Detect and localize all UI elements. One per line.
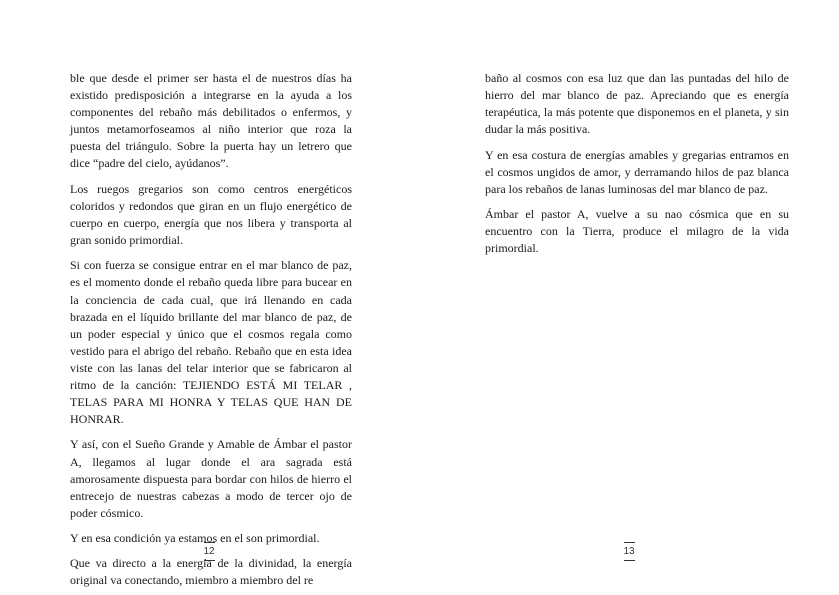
paragraph: Y en esa costura de energías amables y gregarias entramos en el cosmos ungidos de amor, y derramando hilos de paz blanca para los rebaños de lanas luminosas del mar blanco de paz. [485, 147, 789, 196]
page-number-label: 13 [623, 546, 635, 557]
paragraph: Y así, con el Sueño Grande y Amable de Ámbar el pastor A, llegamos al lugar donde el ara sagrada está amorosamente dispuesta para bordar con hilos de hierro el entrecejo de nuestras cabezas a modo de tercer ojo de poder cósmico. [70, 437, 352, 520]
paragraph: ble que desde el primer ser hasta el de nuestros días ha existido predisposición a integrarse en la ayuda a los componentes del rebaño más debilitados o enfermos, y juntos metamorfoseamos al niño interior que roza la puesta del triángulo. Sobre la puerta hay un letrero que dice “padre del cielo, ayúdanos”. [70, 71, 352, 171]
paragraph: Ámbar el pastor A, vuelve a su nao cósmica que en su encuentro con la Tierra, produce el milagro de la vida primordial. [485, 207, 789, 256]
paragraph: Y en esa condición ya estamos en el son primordial. [70, 531, 320, 546]
right-page-text [485, 70, 789, 257]
folio-rule [204, 542, 215, 543]
page-number [189, 542, 229, 561]
right-page [420, 0, 839, 595]
paragraph: Los ruegos gregarios son como centros energéticos coloridos y redondos que giran en un flujo energético de cuerpo en cuerpo, energía que nos libera y transporta al gran sonido primordial. [70, 181, 352, 248]
folio-rule [624, 542, 635, 543]
paragraph: Si con fuerza se consigue entrar en el mar blanco de paz, es el momento donde el rebaño queda libre para bucear en la conciencia de cada cual, que irá llenando en cada brazada en el líquido brillante del mar blanco de paz, de un poder especial y único que el cosmos regala como vestido para el abrigo del rebaño. Rebaño que en esta idea viste con las lanas del telar interior que se fabricaron al ritmo de la canción: TEJIENDO ESTÁ MI TELAR , TELAS PARA MI HONRA Y TELAS QUE HAN DE HONRAR. [70, 258, 352, 427]
folio-rule [624, 560, 635, 561]
left-page-text [70, 70, 352, 590]
page-number [609, 542, 649, 561]
paragraph: Que va directo a la energía de la divinidad, la energía original va conectando, miembro a miembro del re [70, 556, 352, 588]
folio-rule [204, 560, 215, 561]
page-number-label: 12 [203, 546, 215, 557]
paragraph: baño al cosmos con esa luz que dan las puntadas del hilo de hierro del mar blanco de paz. Apreciando que es energía terapéutica, la más potente que disponemos en el planeta, y sin dudar la más positiva. [485, 71, 789, 137]
